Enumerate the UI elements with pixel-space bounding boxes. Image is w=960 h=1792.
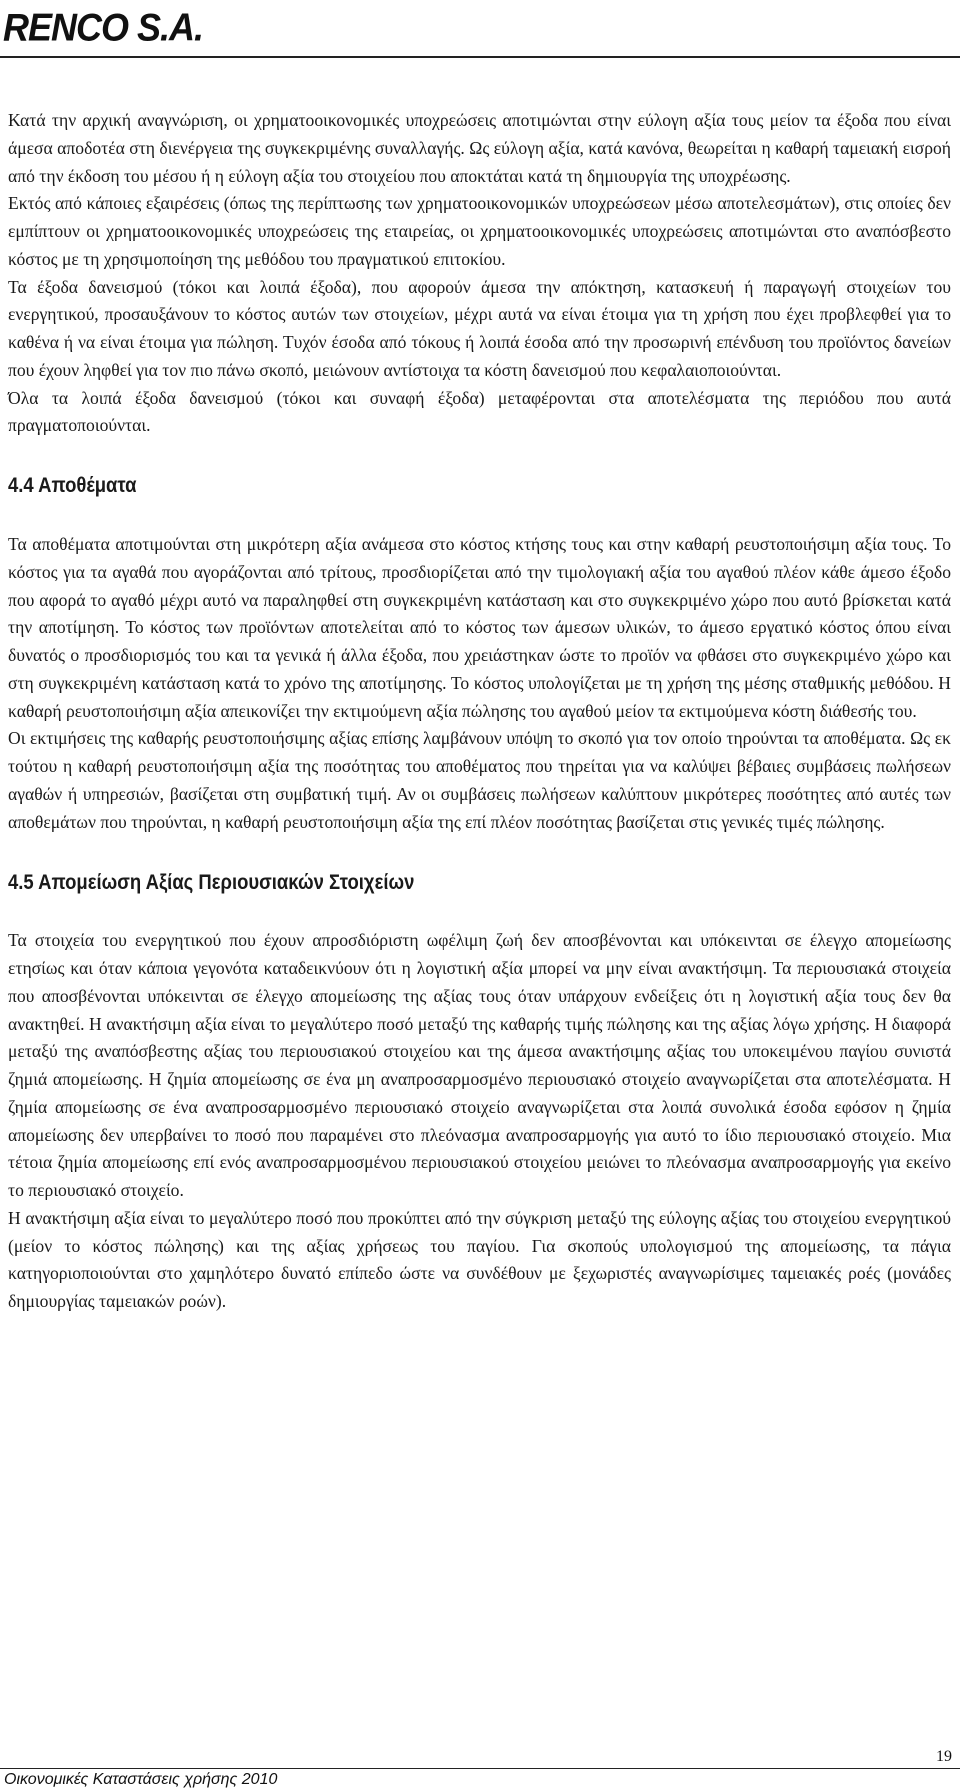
footer-divider bbox=[0, 1768, 960, 1769]
paragraph-borrowing-costs: Τα έξοδα δανεισμού (τόκοι και λοιπά έξοδα), που αφορούν άμεσα την απόκτηση, κατασκευή ή παραγωγή στοιχείων του ενεργητικού, προσαυξάνουν το κόστος αυτών των στοιχείων, μέχρι αυτά να είναι έτοιμα για τη χρήση που έχει προβλεφθεί για το καθένα ή να είναι έτοιμα για πώληση. Τυχόν έσοδα από τόκους ή λοιπά έσοδα από την προσωρινή επένδυση του προϊόντος δανείων που έχουν ληφθεί για τον πιο πάνω σκοπό, μειώνουν αντίστοιχα τα κόστη δανεισμού που κεφαλαιοποιούνται. bbox=[8, 276, 951, 380]
section-heading-inventories: 4.4 Αποθέματα bbox=[8, 474, 137, 497]
paragraph-other-borrowing-costs: Όλα τα λοιπά έξοδα δανεισμού (τόκοι και συναφή έξοδα) μεταφέρονται στα αποτελέσματα της περιόδου που αυτά πραγματοποιούνται. bbox=[8, 387, 951, 436]
header-divider bbox=[0, 56, 960, 58]
paragraph-recoverable-amount: Η ανακτήσιμη αξία είναι το μεγαλύτερο ποσό που προκύπτει από την σύγκριση μεταξύ της εύλογης αξίας του στοιχείου ενεργητικού (μείον το κόστος πώλησης) και της αξίας χρήσεως του παγίου. Για σκοπούς υπολογισμού της απομείωσης, τα πάγια κατηγοριοποιούνται στο χαμηλότερο δυνατό επίπεδο ώστε να συνδέθουν με ξεχωριστές αναγνωρίσιμες ταμειακές ροές (μονάδες δημιουργίας ταμειακών ροών). bbox=[8, 1207, 951, 1311]
footer-title: Οικονομικές Καταστάσεις χρήσης 2010 bbox=[4, 1771, 278, 1788]
paragraph-impairment-testing: Τα στοιχεία του ενεργητικού που έχουν απροσδιόριστη ωφέλιμη ζωή δεν αποσβένονται και υπόκεινται σε έλεγχο απομείωσης ετησίως και όταν κάποια γεγονότα καταδεικνύουν ότι η λογιστική αξία μπορεί να μην είναι ανακτήσιμη. Τα περιουσιακά στοιχεία που αποσβένονται υπόκεινται σε έλεγχο απομείωσης της αξίας τους όταν υπάρχουν ενδείξεις ότι η λογιστική αξία τους δεν θα ανακτηθεί. Η ανακτήσιμη αξία είναι το μεγαλύτερο ποσό μεταξύ της καθαρής τιμής πώλησης και της αξίας λόγω χρήσης. Η διαφορά μεταξύ της αναπόσβεστης αξίας του περιουσιακού στοιχείου και της άμεσα ανακτήσιμης αξίας του υποκειμένου παγίου συνιστά ζημιά απομείωσης. Η ζημία απομείωσης σε ένα μη αναπροσαρμοσμένο περιουσιακό στοιχείο αναγνωρίζεται στα αποτελέσματα. Η ζημία απομείωσης σε ένα αναπροσαρμοσμένο περιουσιακό στοιχείο αναγνωρίζεται στα λοιπά συνολικά έσοδα εφόσον η ζημία απομείωσης δεν υπερβαίνει το ποσό που παραμένει στο πλεόνασμα αναπροσαρμογής για αυτό το ίδιο περιουσιακό στοιχείο. Μια τέτοια ζημία απομείωσης επί ενός αναπροσαρμοσμένου περιουσιακού στοιχείου μειώνει το πλεόνασμα αναπροσαρμογής για εκείνο το περιουσιακό στοιχείο. bbox=[8, 930, 951, 1200]
paragraph-initial-recognition: Κατά την αρχική αναγνώριση, οι χρηματοοικονομικές υποχρεώσεις αποτιμώνται στην εύλογη αξία τους μείον τα έξοδα που είναι άμεσα αποδοτέα στη διενέργεια της συγκεκριμένης συναλλαγής. Ως εύλογη αξία, κατά κανόνα, θεωρείται η καθαρή ταμειακή εισροή από την έκδοση του μέσου ή η εύλογη αξία του στοιχείου που αποκτάται κατά τη δημιουργία της υποχρέωσης. bbox=[8, 110, 951, 186]
section-heading-impairment: 4.5 Απομείωση Αξίας Περιουσιακών Στοιχείων bbox=[8, 871, 415, 895]
document-body bbox=[8, 107, 951, 1316]
page-number: 19 bbox=[936, 1748, 952, 1765]
paragraph-net-realisable-value: Οι εκτιμήσεις της καθαρής ρευστοποιήσιμης αξίας επίσης λαμβάνουν υπόψη το σκοπό για τον οποίο τηρούνται τα αποθέματα. Ως εκ τούτου η καθαρή ρευστοποιήσιμη αξία της ποσότητας του αποθέματος που τηρείται για να καλύψει βέβαιες συμβάσεις πωλήσεων αγαθών ή υπηρεσιών, βασίζεται στη συμβατική τιμή. Αν οι συμβάσεις πωλήσεων καλύπτουν μικρότερες ποσότητες από αυτές των αποθεμάτων που τηρούνται, η καθαρή ρευστοποιήσιμη αξία της επί πλέον ποσότητας βασίζεται στις γενικές τιμές πώλησης. bbox=[8, 728, 951, 832]
paragraph-inventories-valuation: Τα αποθέματα αποτιμούνται στη μικρότερη αξία ανάμεσα στο κόστος κτήσης τους και στην καθαρή ρευστοποιήσιμη αξία τους. Το κόστος για τα αγαθά που αγοράζονται από τρίτους, προσδιορίζεται από την τιμολογιακή αξία του αγαθού πλέον κάθε άμεσο έξοδο που αφορά το αγαθό μέχρι αυτό να παραληφθεί στη συγκεκριμένη κατάσταση και στο συγκεκριμένο χώρο που αυτό βρίσκεται κατά την αποτίμηση. Το κόστος των προϊόντων αποτελείται από το κόστος των άμεσων υλικών, το άμεσο εργατικό κόστος όπου είναι δυνατός ο προσδιορισμός του και τα γενικά ή άλλα έξοδα, που χρειάστηκαν ώστε το προϊόν να φθάσει στο συγκεκριμένο χώρο και στη συγκεκριμένη κατάσταση κατά το χρόνο της αποτίμησης. Το κόστος υπολογίζεται με τη χρήση της μέσης σταθμικής μεθόδου. Η καθαρή ρευστοποιήσιμη αξία απεικονίζει την εκτιμούμενη αξία πώλησης του αγαθού μείον τα εκτιμούμενα κόστη διάθεσής του. bbox=[8, 534, 951, 721]
paragraph-amortised-cost: Εκτός από κάποιες εξαιρέσεις (όπως της περίπτωσης των χρηματοοικονομικών υποχρεώσεων μέσω αποτελεσμάτων), στις οποίες δεν εμπίπτουν οι χρηματοοικονομικές υποχρεώσεις της εταιρείας, οι χρηματοοικονομικές υποχρεώσεις αποτιμώνται στο αναπόσβεστο κόστος με τη χρησιμοποίηση της μεθόδου του πραγματικού επιτοκίου. bbox=[8, 193, 951, 269]
company-logo: RENCO S.A. bbox=[3, 5, 204, 50]
